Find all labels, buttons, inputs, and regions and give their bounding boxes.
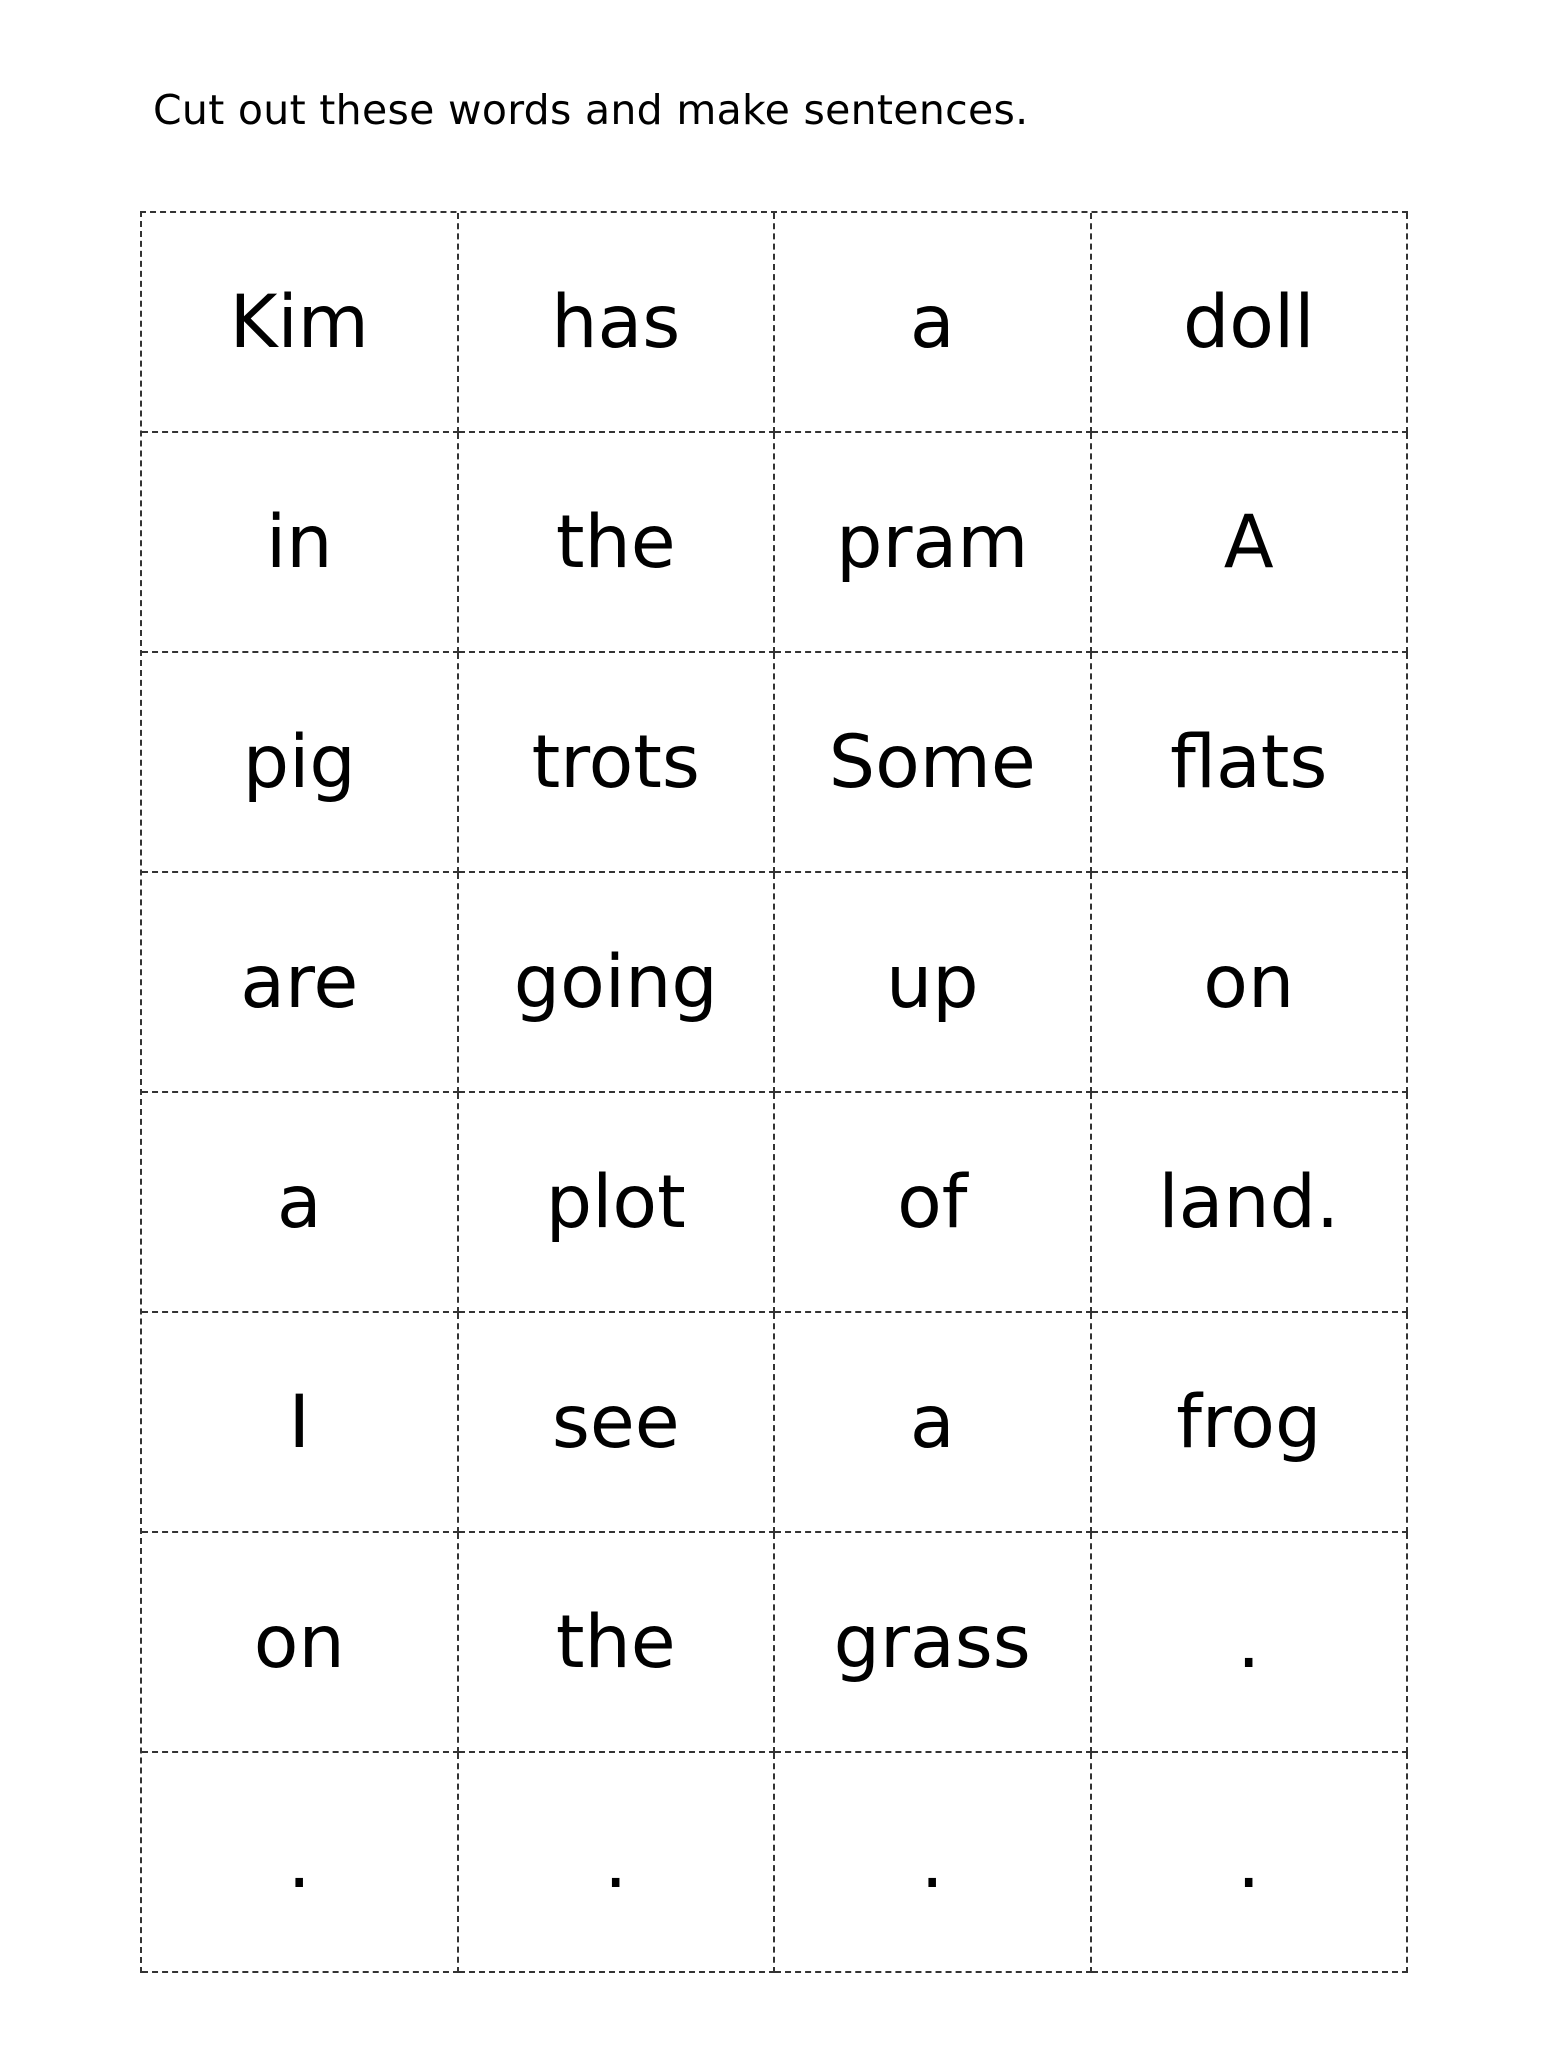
word-card-text: going <box>513 939 718 1025</box>
word-card-text: are <box>240 939 359 1025</box>
word-card[interactable] <box>459 1753 776 1973</box>
word-card[interactable] <box>1092 433 1409 653</box>
word-card-text: a <box>276 1159 322 1245</box>
word-card-text: doll <box>1182 279 1315 365</box>
word-card-text: . <box>287 1819 311 1905</box>
word-card[interactable] <box>775 1753 1092 1973</box>
word-card[interactable] <box>459 1533 776 1753</box>
word-card[interactable] <box>1092 873 1409 1093</box>
word-card-text: pram <box>836 499 1029 585</box>
word-card[interactable] <box>775 873 1092 1093</box>
word-card-text: up <box>885 939 979 1025</box>
word-card-text: in <box>265 499 333 585</box>
word-card[interactable] <box>1092 1093 1409 1313</box>
word-card-text: see <box>551 1379 680 1465</box>
word-card[interactable] <box>1092 1313 1409 1533</box>
word-card-text: on <box>1203 939 1295 1025</box>
word-card[interactable] <box>142 653 459 873</box>
word-card[interactable] <box>459 433 776 653</box>
word-card[interactable] <box>459 213 776 433</box>
word-card[interactable] <box>775 1313 1092 1533</box>
word-card-text: on <box>253 1599 345 1685</box>
word-card-text: I <box>288 1379 311 1465</box>
word-card-text: pig <box>242 719 356 805</box>
word-card-text: trots <box>531 719 700 805</box>
word-card[interactable] <box>459 1313 776 1533</box>
word-card-text: the <box>555 499 676 585</box>
instruction-text: Cut out these words and make sentences. <box>153 86 1029 134</box>
word-card-text: A <box>1223 499 1274 585</box>
word-card[interactable] <box>775 1533 1092 1753</box>
word-card[interactable] <box>1092 1533 1409 1753</box>
word-card-text: Kim <box>229 279 369 365</box>
word-card-text: . <box>1237 1599 1261 1685</box>
word-card-text: land. <box>1158 1159 1340 1245</box>
word-card-grid <box>140 211 1408 1973</box>
word-card[interactable] <box>1092 1753 1409 1973</box>
word-card-text: plot <box>545 1159 686 1245</box>
word-card-text: frog <box>1176 1379 1322 1465</box>
word-card[interactable] <box>459 1093 776 1313</box>
word-card-text: has <box>551 279 681 365</box>
word-card-text: . <box>604 1819 628 1905</box>
word-card[interactable] <box>775 653 1092 873</box>
word-card[interactable] <box>459 653 776 873</box>
word-card-text: of <box>897 1159 968 1245</box>
word-card[interactable] <box>775 213 1092 433</box>
word-card-text: . <box>1237 1819 1261 1905</box>
word-card-text: . <box>920 1819 944 1905</box>
word-card-text: flats <box>1170 719 1328 805</box>
word-card[interactable] <box>142 433 459 653</box>
word-card[interactable] <box>459 873 776 1093</box>
word-card[interactable] <box>142 1313 459 1533</box>
word-card-text: Some <box>828 719 1036 805</box>
word-card[interactable] <box>142 1093 459 1313</box>
word-card[interactable] <box>142 1533 459 1753</box>
word-card-text: grass <box>833 1599 1031 1685</box>
word-card[interactable] <box>1092 213 1409 433</box>
word-card-text: a <box>909 1379 955 1465</box>
word-card[interactable] <box>142 873 459 1093</box>
word-card[interactable] <box>1092 653 1409 873</box>
word-card-text: a <box>909 279 955 365</box>
word-card[interactable] <box>775 1093 1092 1313</box>
word-card[interactable] <box>775 433 1092 653</box>
word-card[interactable] <box>142 213 459 433</box>
word-card-text: the <box>555 1599 676 1685</box>
word-card[interactable] <box>142 1753 459 1973</box>
